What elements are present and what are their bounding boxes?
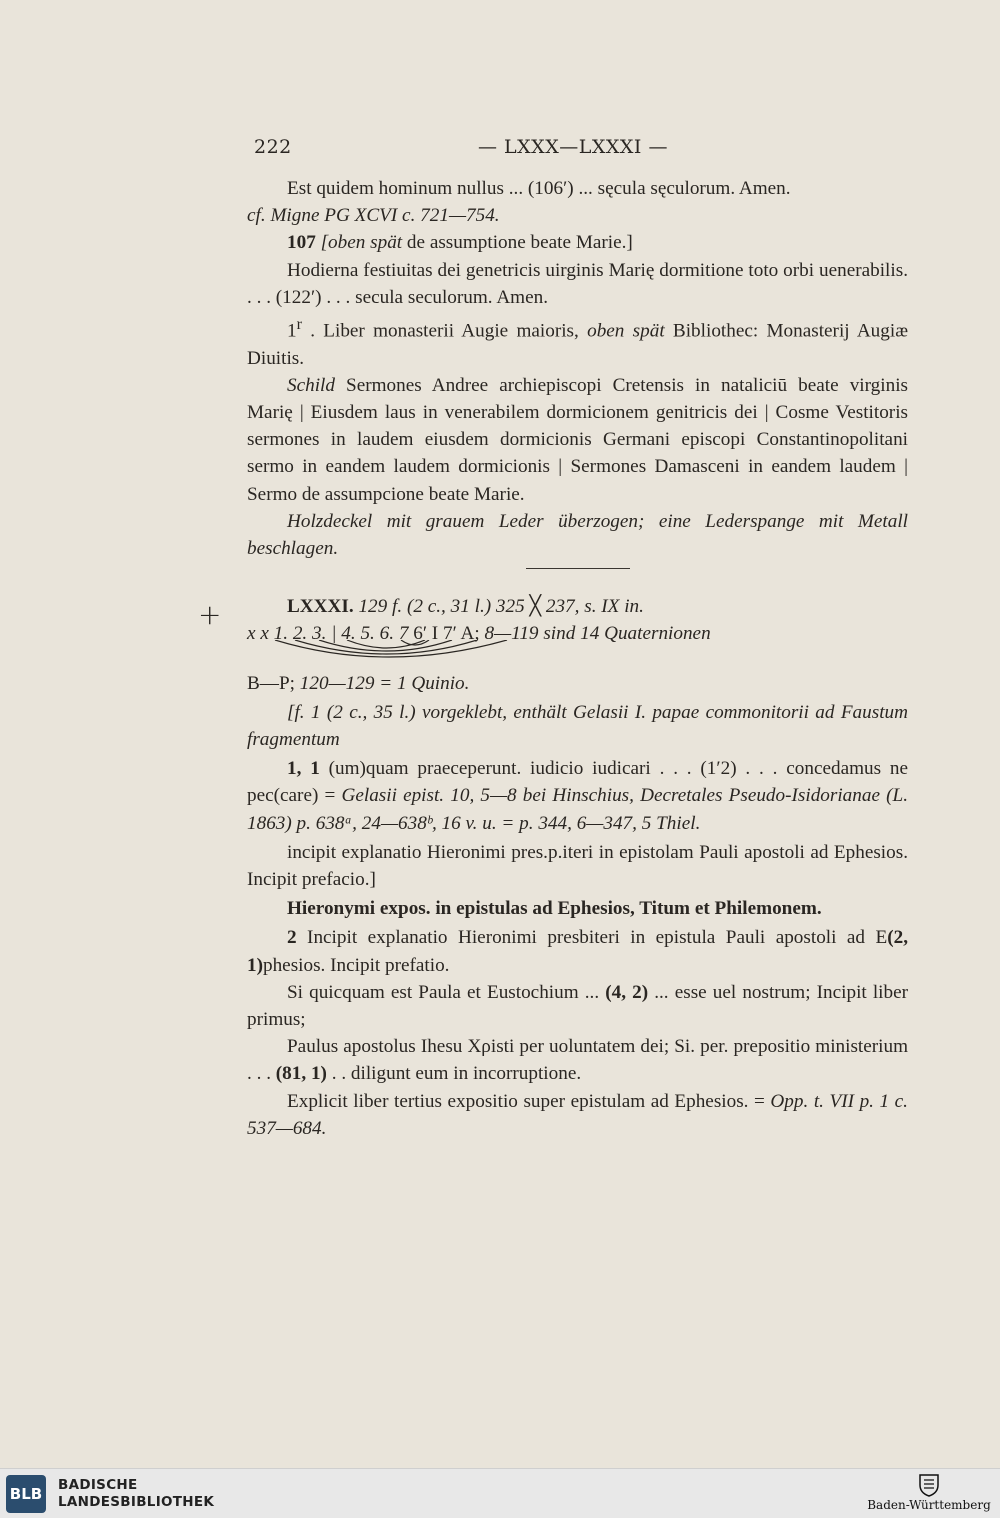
- binding-description: Holzdeckel mit grauem Leder überzogen; eine Lederspange mit Metall beschlagen.: [247, 510, 908, 560]
- text-paragraph: 2 Incipit explanatio Hieronimi presbiteri in epistula Pauli apostoli ad E(2, 1)phesios. Incipit prefatio.: [247, 927, 908, 976]
- text-paragraph: Paulus apostolus Ihesu Xρisti per uoluntatem dei; Si. per. prepositio ministerium . . . (81, 1) . . diligunt eum in incorruptione.: [247, 1036, 908, 1085]
- blb-logo[interactable]: BLB: [6, 1475, 46, 1513]
- section-divider: [526, 568, 630, 569]
- entry-id: LXXXI.: [287, 596, 354, 618]
- folio-number: 107: [287, 232, 316, 254]
- entry-heading: LXXXI. 129 f. (2 c., 31 l.) 325 ╳ 237, s. IX in.: [287, 596, 644, 618]
- text-paragraph: [f. 1 (2 c., 35 l.) vorgeklebt, enthält Gelasii I. papae commonitorii ad Faustum fragmentum: [247, 701, 908, 751]
- text-paragraph: Si quicquam est Paula et Eustochium ... (4, 2) ... esse uel nostrum; Incipit liber primus;: [247, 981, 908, 1031]
- text-paragraph: incipit explanatio Hieronimi pres.p.iteri in epistolam Pauli apostoli ad Ephesios. Incipit prefacio.]: [247, 841, 908, 891]
- text-paragraph: 1, 1 (um)quam praeceperunt. iudicio iudicari . . . (1′2) . . . concedamus ne pec(care) = Gelasii epist. 10, 5—8 bei Hinschius, Decretales Pseudo-Isidorianae (L. 1863) p. 638ᵃ, 24—638ᵇ, 16 v. u. = p. 344, 6—347, 5 Thiel.: [247, 758, 909, 834]
- text-line: Est quidem hominum nullus ... (106′) ... sęcula sęculorum. Amen.: [287, 178, 791, 199]
- page-body: [247, 175, 908, 1142]
- work-title: Hieronymi expos. in epistulas ad Ephesios, Titum et Philemonem.: [287, 898, 822, 920]
- viewer-footer: [0, 1468, 1000, 1518]
- text-paragraph: Explicit liber tertius expositio super epistulam ad Ephesios. = Opp. t. VII p. 1 c. 537—684.: [247, 1090, 908, 1139]
- text-paragraph: Hodierna festiuitas dei genetricis uirginis Marię dormitione toto orbi uenerabilis. . . . (122′) . . . secula seculorum. Amen.: [247, 259, 908, 308]
- running-title: — LXXX—LXXXI —: [478, 136, 668, 158]
- text-line: 107 [oben spät de assumptione beate Marie.]: [287, 232, 633, 254]
- margin-cross-mark: +: [198, 598, 222, 631]
- reference-line: cf. Migne PG XCVI c. 721—754.: [247, 205, 500, 227]
- page-number: 222: [254, 136, 292, 158]
- text-paragraph: Schild Sermones Andree archiepiscopi Cretensis in nataliciū beate virginis Marię | Eiusdem laus in venerabilem dormicionem genitricis dei | Cosme Vestitoris sermones in laudem eiusdem dormicionis Germani episcopi Constantinopolitani sermo in eandem laudem dormicionis | Sermones Damasceni in eandem laudem | Sermo de assumpcione beate Marie.: [247, 374, 908, 505]
- collation-line: x x 1. 2. 3. | 4. 5. 6. 7 6′ I 7′ A; 8—119 sind 14 Quaternionen: [247, 623, 711, 645]
- text-paragraph: 1$^r$ . Liber monasterii Augie maioris, oben spät Bibliothec: Monasterij Augiæ Diuitis.: [247, 316, 908, 369]
- state-logo[interactable]: Baden-Württemberg: [864, 1473, 994, 1512]
- coat-of-arms-icon: [918, 1473, 940, 1497]
- library-name: BADISCHE LANDESBIBLIOTHEK: [58, 1477, 215, 1510]
- collation-line: B—P; 120—129 = 1 Quinio.: [247, 672, 470, 694]
